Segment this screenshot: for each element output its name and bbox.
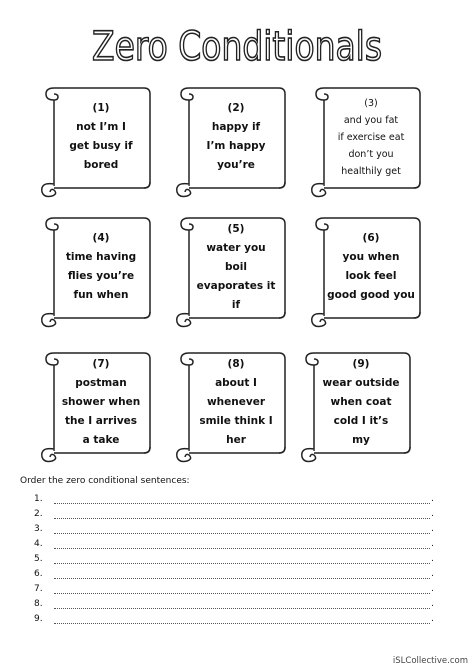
card-line: if <box>231 298 241 311</box>
card-line: cold I it’s <box>333 414 389 427</box>
scroll-card-8 <box>175 345 293 465</box>
card-line: her <box>226 433 246 446</box>
card-line: wear outside <box>322 376 400 389</box>
card-line: smile think I <box>199 414 273 427</box>
card-line: when coat <box>330 395 392 408</box>
card-line: postman <box>75 376 127 389</box>
answer-number: 4. <box>34 539 43 549</box>
card-content <box>328 92 414 182</box>
instructions-text: Order the zero conditional sentences: <box>20 476 190 486</box>
answer-number: 2. <box>34 509 43 519</box>
card-content <box>193 222 279 312</box>
card-number: (8) <box>227 357 245 370</box>
card-line: the I arrives <box>64 414 138 427</box>
card-content <box>58 92 144 182</box>
answer-line-5[interactable] <box>34 550 434 564</box>
card-number: (3) <box>364 97 378 109</box>
scroll-card-5 <box>175 210 293 330</box>
answer-end-period: . <box>431 494 434 504</box>
scroll-card-3 <box>310 80 428 200</box>
answer-number: 9. <box>34 614 43 624</box>
card-line: boil <box>225 260 247 273</box>
answer-line-9[interactable] <box>34 610 434 624</box>
card-content <box>58 222 144 312</box>
card-number: (7) <box>92 357 110 370</box>
answer-line-3[interactable] <box>34 520 434 534</box>
answer-number: 5. <box>34 554 43 564</box>
answer-line-4[interactable] <box>34 535 434 549</box>
answer-dotted-line[interactable] <box>54 524 430 534</box>
card-line: I’m happy <box>206 140 266 152</box>
answer-end-period: . <box>431 554 434 564</box>
card-line: bored <box>83 159 119 171</box>
card-line: you when <box>342 251 400 263</box>
card-content <box>193 357 279 447</box>
answer-dotted-line[interactable] <box>54 614 430 624</box>
card-line: my <box>352 433 370 446</box>
answer-dotted-line[interactable] <box>54 509 430 519</box>
answer-number: 7. <box>34 584 43 594</box>
card-line: about I <box>215 376 257 389</box>
answer-end-period: . <box>431 539 434 549</box>
card-number: (4) <box>92 232 110 244</box>
card-line: if exercise eat <box>337 131 405 143</box>
title-text: Zero Conditionals <box>92 24 382 70</box>
card-line: good good you <box>327 289 415 301</box>
scroll-card-7 <box>40 345 158 465</box>
card-content <box>58 357 144 447</box>
scroll-card-6 <box>310 210 428 330</box>
card-number: (6) <box>362 232 380 244</box>
card-line: fun when <box>73 289 129 301</box>
card-line: whenever <box>206 395 266 408</box>
scroll-card-9 <box>300 345 418 465</box>
answer-number: 8. <box>34 599 43 609</box>
card-content <box>193 92 279 182</box>
card-line: happy if <box>211 121 261 133</box>
answer-number: 3. <box>34 524 43 534</box>
answer-end-period: . <box>431 569 434 579</box>
card-number: (2) <box>227 102 245 114</box>
card-number: (9) <box>352 357 370 370</box>
answer-line-6[interactable] <box>34 565 434 579</box>
answer-dotted-line[interactable] <box>54 584 430 594</box>
answer-number: 1. <box>34 494 43 504</box>
answer-dotted-line[interactable] <box>54 554 430 564</box>
answer-line-8[interactable] <box>34 595 434 609</box>
watermark-text: iSLCollective.com <box>392 656 468 666</box>
answer-line-1[interactable] <box>34 490 434 504</box>
card-line: look feel <box>345 270 397 282</box>
card-line: evaporates it <box>196 279 276 292</box>
scroll-card-1 <box>40 80 158 200</box>
card-line: get busy if <box>69 140 133 152</box>
card-line: and you fat <box>343 114 399 126</box>
worksheet-title <box>0 14 474 74</box>
answer-dotted-line[interactable] <box>54 539 430 549</box>
card-number: (5) <box>227 222 245 235</box>
answer-end-period: . <box>431 584 434 594</box>
answer-end-period: . <box>431 524 434 534</box>
answer-line-7[interactable] <box>34 580 434 594</box>
card-line: don’t you <box>348 148 394 160</box>
card-line: time having <box>65 251 137 263</box>
card-line: flies you’re <box>67 270 135 282</box>
answer-dotted-line[interactable] <box>54 599 430 609</box>
answer-end-period: . <box>431 614 434 624</box>
card-line: healthily get <box>341 165 401 177</box>
card-line: water you <box>206 241 266 254</box>
card-content <box>328 222 414 312</box>
answer-line-2[interactable] <box>34 505 434 519</box>
scroll-card-4 <box>40 210 158 330</box>
card-line: a take <box>82 433 120 446</box>
card-line: you’re <box>217 159 255 171</box>
card-content <box>318 357 404 447</box>
scroll-card-2 <box>175 80 293 200</box>
answer-dotted-line[interactable] <box>54 569 430 579</box>
answer-end-period: . <box>431 509 434 519</box>
answer-number: 6. <box>34 569 43 579</box>
answer-end-period: . <box>431 599 434 609</box>
card-line: not I’m I <box>76 121 126 133</box>
card-line: shower when <box>61 395 141 408</box>
card-number: (1) <box>92 102 110 114</box>
answer-dotted-line[interactable] <box>54 494 430 504</box>
